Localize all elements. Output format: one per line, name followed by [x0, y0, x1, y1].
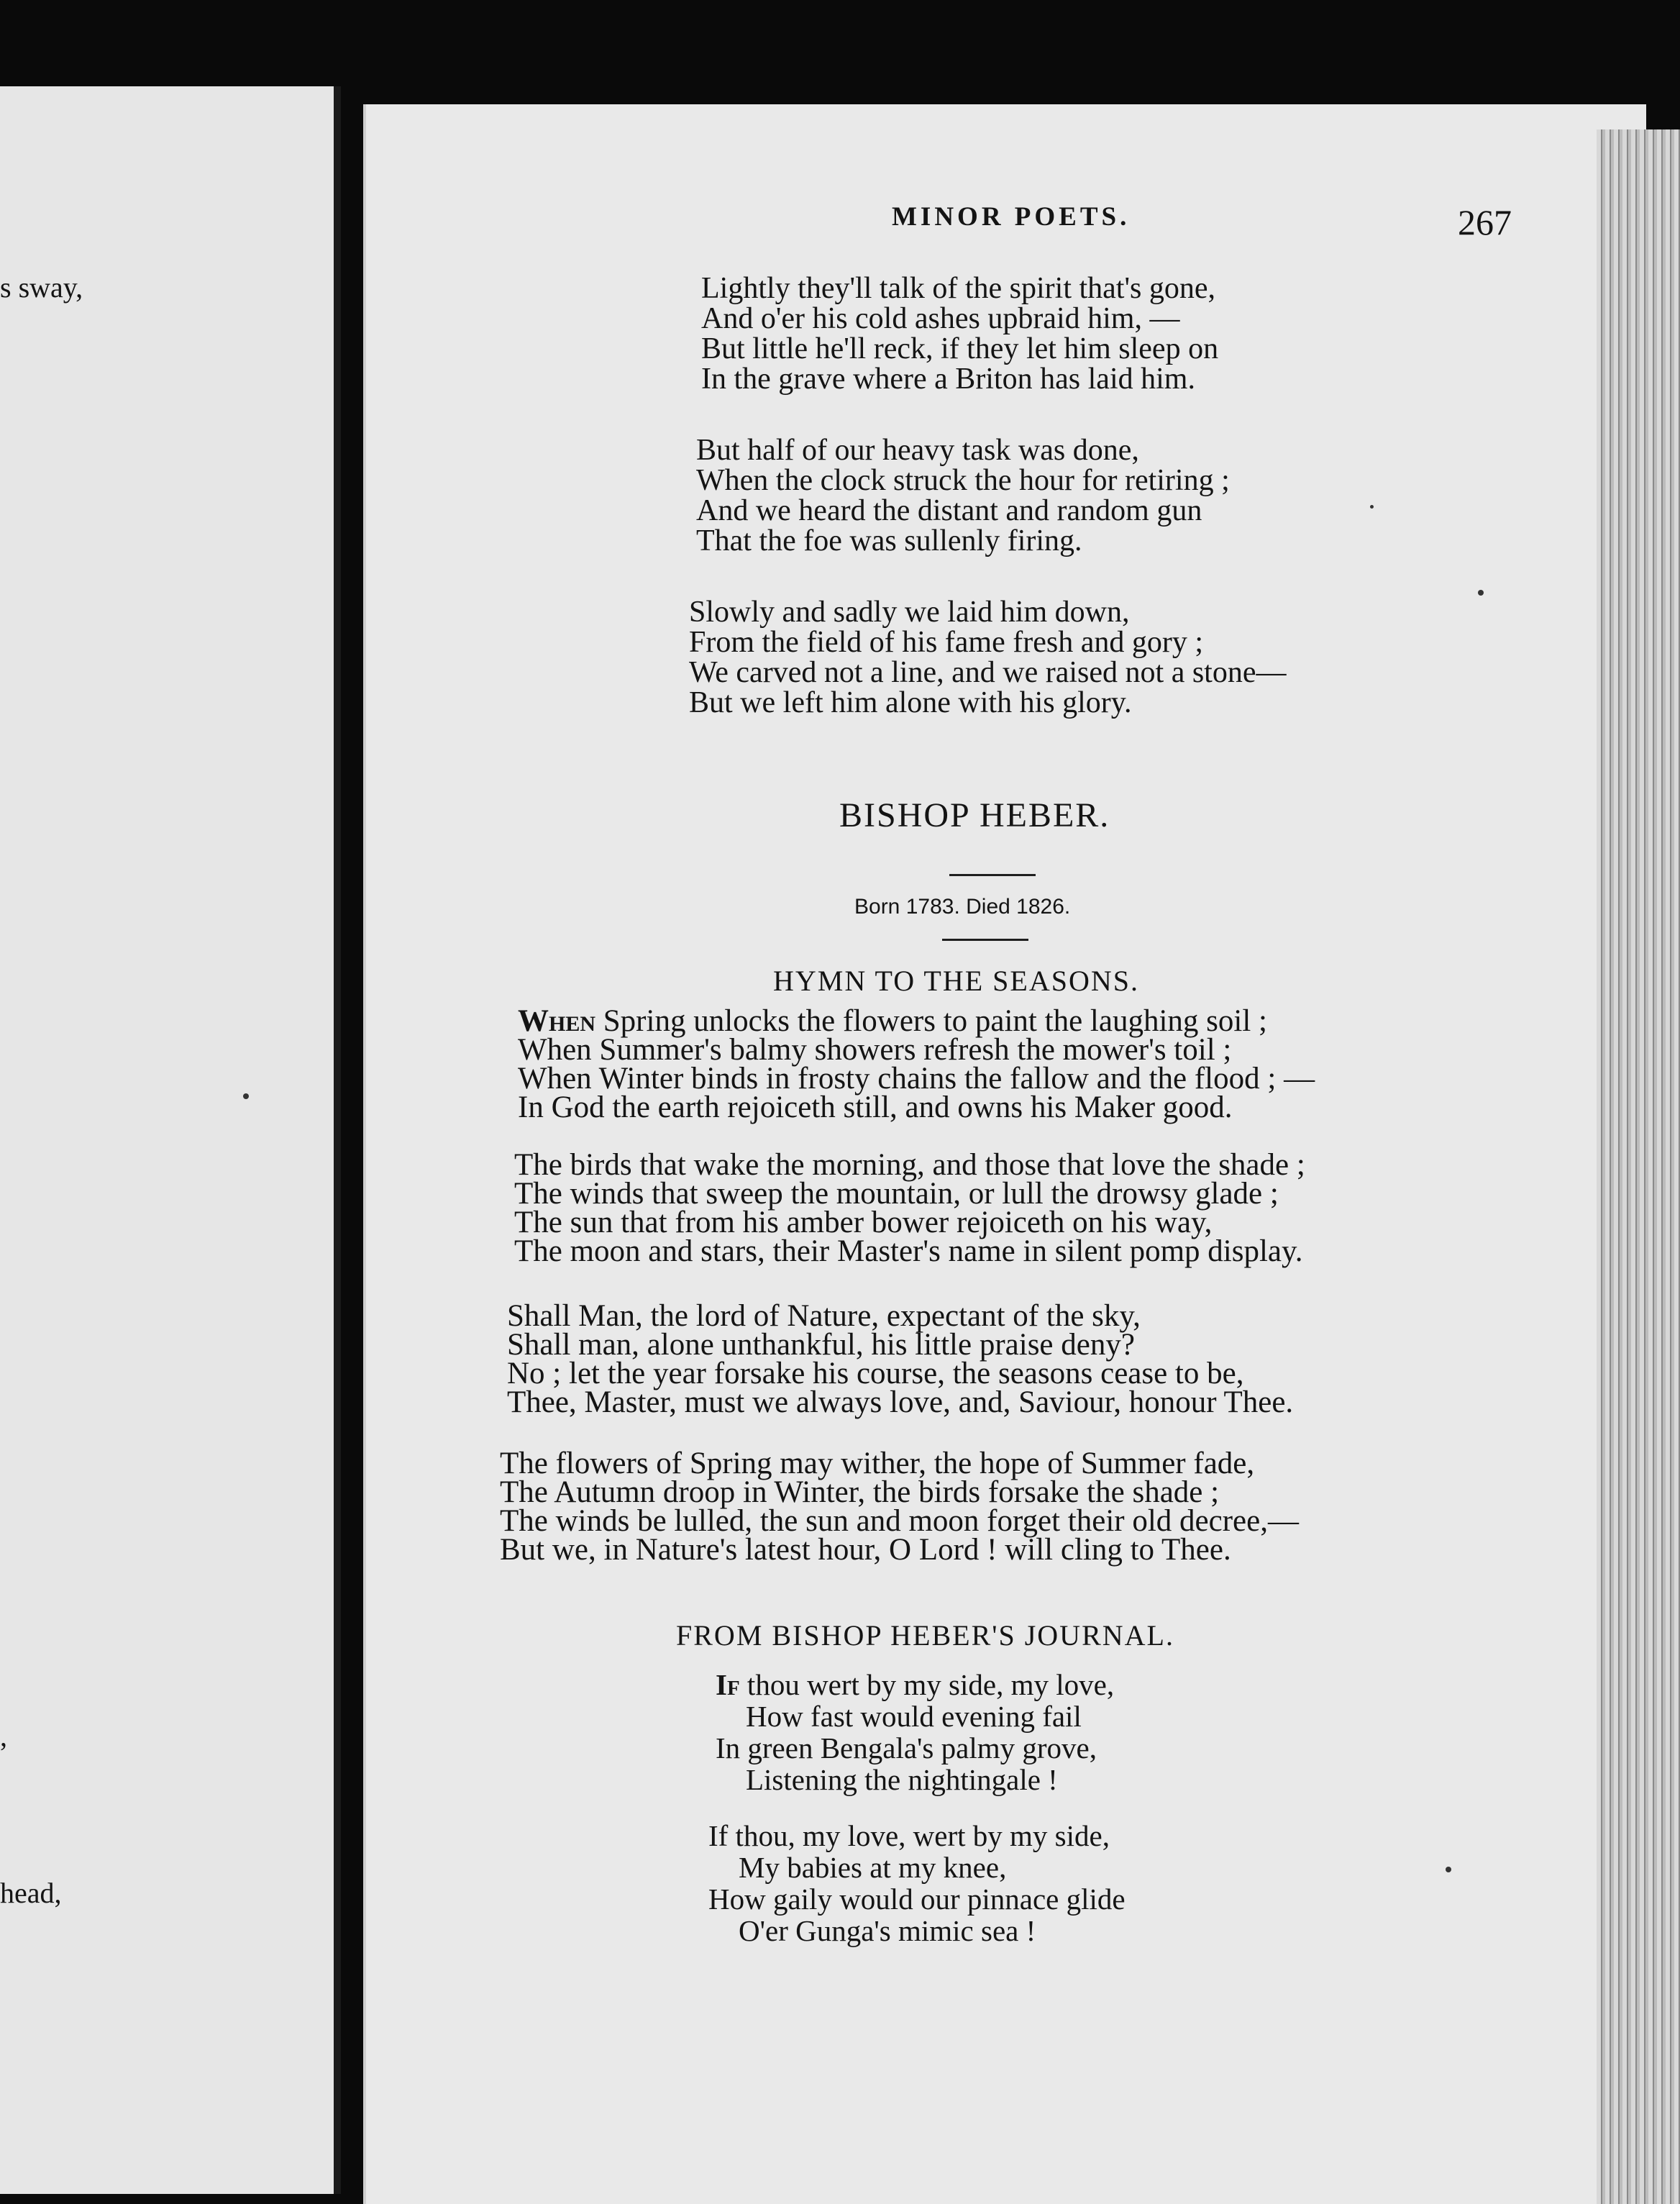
poem-line: When the clock struck the hour for retiring ; [696, 464, 1230, 497]
poem-line: From the field of his fame fresh and gory ; [689, 626, 1203, 659]
poem-line: Slowly and sadly we laid him down, [689, 596, 1130, 629]
lead-word: If [716, 1668, 740, 1701]
lead-word: When [518, 1004, 596, 1038]
journal-line: In green Bengala's palmy grove, [716, 1731, 1097, 1764]
left-page [0, 86, 341, 2194]
journal-title: FROM BISHOP HEBER'S JOURNAL. [676, 1619, 1174, 1652]
hymn-line: But we, in Nature's latest hour, O Lord ! will cling to Thee. [500, 1533, 1231, 1567]
scan-speck [1478, 590, 1484, 596]
hymn-line: The winds be lulled, the sun and moon forget their old decree,— [500, 1504, 1299, 1538]
hymn-stanza [514, 1148, 1305, 1268]
scan-speck [1370, 505, 1374, 509]
hymn-stanza [500, 1449, 1299, 1565]
hymn-line-text: Spring unlocks the flowers to paint the laughing soil ; [595, 1004, 1267, 1038]
hymn-line: The Autumn droop in Winter, the birds forsake the shade ; [500, 1475, 1220, 1509]
journal-line: If thou, my love, wert by my side, [708, 1819, 1110, 1852]
hymn-line: When Summer's balmy showers refresh the mower's toil ; [518, 1033, 1232, 1067]
hymn-line: No ; let the year forsake his course, the seasons cease to be, [507, 1357, 1244, 1390]
hymn-line: The birds that wake the morning, and those that love the shade ; [514, 1148, 1305, 1182]
poem-stanza [696, 435, 1230, 556]
journal-line: My babies at my knee, [739, 1851, 1007, 1884]
poem-line: We carved not a line, and we raised not a stone— [689, 656, 1287, 689]
hymn-line: In God the earth rejoiceth still, and owns his Maker good. [518, 1090, 1233, 1124]
poem-stanza [689, 597, 1286, 718]
journal-line: O'er Gunga's mimic sea ! [739, 1914, 1036, 1947]
poem-line: Lightly they'll talk of the spirit that's gone, [701, 272, 1216, 305]
journal-line-text: thou wert by my side, my love, [739, 1668, 1115, 1701]
journal-line: How fast would evening fail [746, 1700, 1082, 1733]
hymn-line: The winds that sweep the mountain, or lull the drowsy glade ; [514, 1177, 1279, 1211]
journal-line [716, 1669, 1114, 1700]
author-dates: Born 1783. Died 1826. [854, 895, 1071, 919]
hymn-line: Shall Man, the lord of Nature, expectant of the sky, [507, 1299, 1141, 1333]
hymn-line [518, 1004, 1315, 1038]
poem-line: And we heard the distant and random gun [696, 494, 1202, 527]
hymn-line: When Winter binds in frosty chains the fallow and the flood ; — [518, 1062, 1315, 1096]
hymn-line: The moon and stars, their Master's name in silent pomp display. [514, 1234, 1303, 1268]
hymn-line: The sun that from his amber bower rejoiceth on his way, [514, 1206, 1213, 1239]
poem-line: That the foe was sullenly firing. [696, 524, 1082, 557]
journal-stanza [708, 1820, 1126, 1946]
poem-line: But little he'll reck, if they let him sleep on [701, 332, 1219, 365]
scan-speck [1446, 1867, 1451, 1872]
left-page-fragment: head, [0, 1877, 62, 1909]
hymn-line: Shall man, alone unthankful, his little praise deny? [507, 1328, 1135, 1362]
divider-rule [949, 874, 1036, 876]
left-page-fragment: s sway, [0, 271, 83, 304]
hymn-line: Thee, Master, must we always love, and, Saviour, honour Thee. [507, 1385, 1294, 1419]
page-number: 267 [1458, 202, 1512, 242]
poem-line: In the grave where a Briton has laid him. [701, 363, 1195, 396]
scan-speck [243, 1093, 249, 1099]
journal-line: How gaily would our pinnace glide [708, 1882, 1126, 1916]
section-title: BISHOP HEBER. [839, 796, 1110, 834]
left-page-fragment: , [0, 1720, 7, 1752]
journal-line: Listening the nightingale ! [746, 1763, 1058, 1796]
hymn-stanza [518, 1004, 1315, 1124]
hymn-line: The flowers of Spring may wither, the hope of Summer fade, [500, 1447, 1255, 1480]
poem-stanza [701, 273, 1218, 394]
poem-line: But half of our heavy task was done, [696, 434, 1139, 467]
page-edges [1597, 129, 1680, 2204]
poem-line: But we left him alone with his glory. [689, 686, 1132, 719]
hymn-stanza [507, 1299, 1294, 1419]
divider-rule [942, 939, 1028, 941]
journal-stanza [716, 1669, 1114, 1795]
hymn-title: HYMN TO THE SEASONS. [773, 965, 1139, 997]
poem-line: And o'er his cold ashes upbraid him, — [701, 302, 1180, 335]
running-head: MINOR POETS. [892, 202, 1131, 232]
